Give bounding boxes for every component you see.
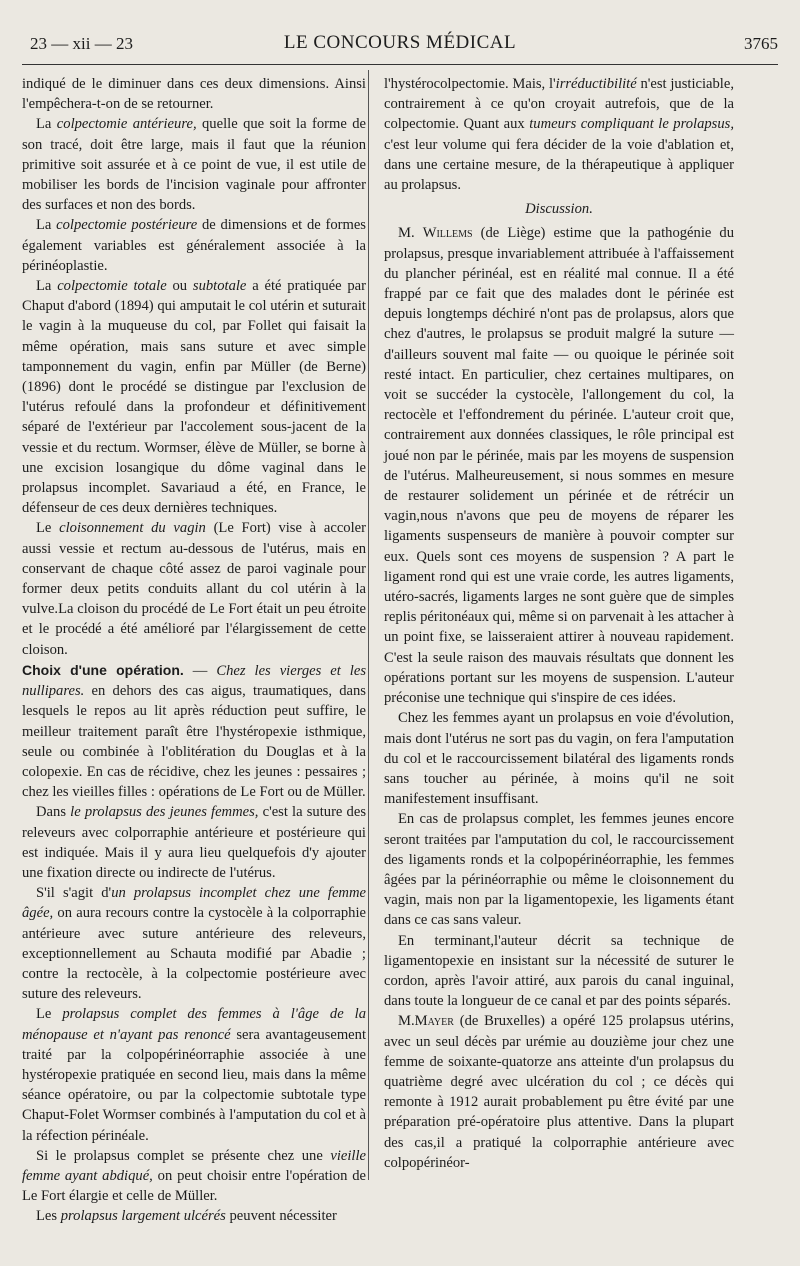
term: un prolapsus incomplet chez une femme âgée, [22, 885, 366, 922]
paragraph-vieille-femme [22, 1146, 366, 1207]
text: on peut choisir entre l'opération de Le Fort élargie et celle de Müller. [22, 1167, 366, 1205]
term: colpectomie totale [57, 278, 167, 295]
paragraph: En cas de prolapsus complet, les femmes jeunes encore seront traitées par l'amputation du col, le raccourcissement des ligaments ronds et la colpopérinéorraphie, les femmes âgées par la périnéorraphie ou même le cloisonnement du vagin, mais non par la ligamentopexie, les ligaments étant dans ce cas sans valeur. [384, 811, 734, 929]
paragraph-colpectomie-posterieure [22, 215, 366, 276]
text: de dimensions et de formes également variables est généralement associée à la périnéoplastie. [22, 217, 366, 274]
term: cloisonnement du vagin [59, 520, 206, 537]
term: colpectomie postérieure [56, 217, 198, 234]
term: vieille femme ayant abdiqué, [22, 1147, 366, 1184]
term: Chez les vierges et les nullipares. [22, 662, 367, 700]
header-rule [22, 64, 778, 65]
text: on aura recours contre la cystocèle à la colporraphie antérieure avec suture antérieure des releveurs, exceptionnellement au Schauta modifié par Abadie ; contre la rectocèle, à la colpectomie postérieure avec suture des releveurs. [22, 905, 366, 1003]
text: sera avantageusement traité par la colpopérinéorraphie associée à une hystéropexie pratiquée en second lieu, mais dans la même séance opératoire, ou par la colpectomie subtotale type Chaput-Folet Wormser combinés à l'amputation du col et à la réfection périnéale. [22, 1026, 367, 1144]
text: Si le prolapsus complet se présente chez une [36, 1147, 331, 1164]
text: La [36, 116, 57, 133]
paragraph-hysterocolpectomie [384, 74, 734, 195]
text: Dans [36, 804, 71, 821]
text: n'est justiciable, contrairement à ce qu'on croyait autrefois, que de la colpectomie. Quant aux [384, 76, 734, 133]
text: Les [36, 1208, 61, 1225]
term: subtotale [192, 278, 247, 295]
text: c'est leur volume qui fera décider de la voie d'ablation et, dans une certaine mesure, de la thérapeutique à appliquer au prolapsus. [384, 136, 734, 194]
author-name: Willems [422, 225, 473, 242]
paragraph-colpectomie-totale [22, 276, 366, 518]
column-divider [368, 70, 369, 1180]
paragraph: indiqué de le diminuer dans ces deux dimensions. Ainsi l'empêchera-t-on de se retourner. [22, 76, 366, 113]
left-column [22, 74, 366, 1227]
text: Le [36, 520, 60, 537]
text: a été pratiquée par Chaput d'abord (1894) qui amputait le col utérin et suturait le vagin à la muqueuse du col, par Follet qui faisait la même opération, mais sans suture et avec simple tamponnement du vagin, enfin par Müller (de Berne) (1896) dont le procédé se distingue par l'exclusion de l'utérus refoulé dans la profondeur et définitivement séparé de l'extérieur par l'accolement sous-jacent de la vessie et du rectum. Wormser, élève de Müller, se borne à une excision losangique du dôme vaginal dans le prolapsus incomplet. Savariaud a été, en France, le défenseur de ces deux dernières techniques. [22, 278, 366, 517]
text: S'il s'agit d' [36, 885, 112, 902]
paragraph-ulceres [22, 1206, 366, 1226]
paragraph-jeunes-femmes [22, 802, 366, 883]
text: quelle que soit la forme de son tracé, doit être large, mais il faut que la réunion primitive soit assurée et à ce point de vue, il est utile de mobiliser les bords de l'incision vaginale pour affronter des surfaces et non des bords. [22, 116, 366, 214]
paragraph-prolapsus-incomplet [22, 883, 366, 1004]
text: en dehors des cas aigus, traumatiques, dans lesquels le repos au lit après réduction peut suffire, le meilleur traitement paraît être l'hystéropexie isthmique, seule ou combinée à l'oblitération du Douglas et à la colopexie. En cas de récidive, chez les jeunes : pessaires ; chez les vieilles filles : opérations de Le Fort ou de Müller. [22, 683, 366, 801]
running-header [22, 30, 778, 60]
header-issue-date: 23 — xii — 23 [30, 34, 133, 53]
page-number: 3765 [744, 34, 778, 53]
paragraph-choix-operation [22, 660, 366, 802]
text: peuvent nécessiter [225, 1208, 337, 1225]
text: l'hystérocolpectomie. Mais, l' [384, 76, 556, 92]
term: prolapsus complet des femmes à l'âge de la ménopause et n'ayant pas renoncé [22, 1006, 366, 1043]
text: ou [166, 278, 193, 295]
term: colpectomie antérieure, [56, 116, 197, 133]
text: M. [398, 225, 423, 242]
text: c'est la suture des releveurs avec colporraphie antérieure et postérieure qui est indiquée. Mais il y aura lieu quelquefois d'y ajouter une fixation directe ou indirecte de l'utérus. [22, 804, 367, 881]
paragraph-colpectomie-anterieure [22, 114, 366, 215]
text: M. [398, 1013, 415, 1030]
term: le prolapsus des jeunes femmes, [70, 804, 259, 821]
paragraph-mayer [384, 1011, 734, 1173]
discussion-heading: Discussion. [525, 201, 593, 218]
section-heading: Choix d'une opération. [22, 661, 184, 678]
paragraph-willems [384, 223, 734, 708]
term: irréductibilité [555, 76, 637, 92]
text: La [36, 278, 58, 295]
paragraph-menopause [22, 1004, 366, 1145]
right-column [384, 74, 734, 1173]
paragraph-cloisonnement [22, 518, 366, 659]
text: (de Liège) estime que la pathogénie du prolapsus, presque invariablement attribuée à l'affaissement du plancher périnéal, est en réalité mal connue. Il a été frappé par ce fait que des malades dont le périnée est depuis longtemps déchiré n'ont pas de prolapsus, alors que chez d'autres, le prolapsus se produit malgré la suture — d'ailleurs souvent mal faite — ou quoique le périnée soit resté intact. En particulier, chez certaines multipares, on voit se succéder la cystocèle, l'allongement du col, la rectocèle et l'effondrement du périnée. L'auteur croit que, contrairement aux données classiques, le rôle principal est joué non par le périnée, mais par les moyens de suspension de l'utérus. Malheureusement, si nous sommes en mesure de restaurer solidement un périnée et de rétrécir un vagin,nous n'avons que peu de moyens de réparer les ligaments suspenseurs de manière à pouvoir compter sur eux. Quels sont ces moyens de suspension ? A part le ligament rond qui est une vraie corde, les autres ligaments, utéro-sacrés, ligaments larges ne sont guère que de simples replis péritonéaux qui, même si on parvenait à les attacher à un point fixe, se laisseraient attirer à nouveau rapidement. C'est la seule raison des mauvais résultats que donnent les opérations portant sur les moyens de suspension. L'auteur préconise une technique qui s'inspire de ces idées. [384, 225, 734, 707]
paragraph: Chez les femmes ayant un prolapsus en voie d'évolution, mais dont l'utérus ne sort pas du vagin, on fera l'amputation du col et le raccourcissement bilatéral des ligaments ronds sans toucher au périnée, à moins qu'il ne soit manifestement insuffisant. [384, 710, 734, 808]
text: (de Bruxelles) a opéré 125 prolapsus utérins, avec un seul décès par urémie au douzième jour chez une femme de soixante-quatorze ans atteinte d'un prolapsus du quatrième degré avec ulcération du col ; ce décès qui remonte à 1912 aurait probablement pu être évité par une préparation pré-opératoire plus attentive. Dans la plupart des cas,il a pratiqué la colporraphie antérieure avec colpopérinéor- [384, 1013, 734, 1171]
text: — [183, 662, 217, 679]
paragraph: En terminant,l'auteur décrit sa technique de ligamentopexie en insistant sur la nécessité de suturer le cordon, après l'avoir attiré, aux parois du canal inguinal, dans toute la longueur de ce canal et par des points séparés. [384, 932, 734, 1010]
text: La [36, 217, 57, 234]
text: (Le Fort) vise à accoler aussi vessie et rectum au-dessous de l'utérus, mais en conservant de chaque côté assez de paroi vaginale pour former deux petits conduits allant du col utérin à la vulve.La cloison du procédé de Le Fort était un peu étroite et le procédé a été amélioré par l'élargissement de cette cloison. [22, 520, 366, 658]
text: Le [36, 1006, 63, 1023]
term: prolapsus largement ulcérés [60, 1208, 226, 1225]
author-name: Mayer [414, 1013, 454, 1030]
journal-title: LE CONCOURS MÉDICAL [283, 32, 517, 53]
term: tumeurs compliquant le prolapsus, [529, 116, 734, 133]
